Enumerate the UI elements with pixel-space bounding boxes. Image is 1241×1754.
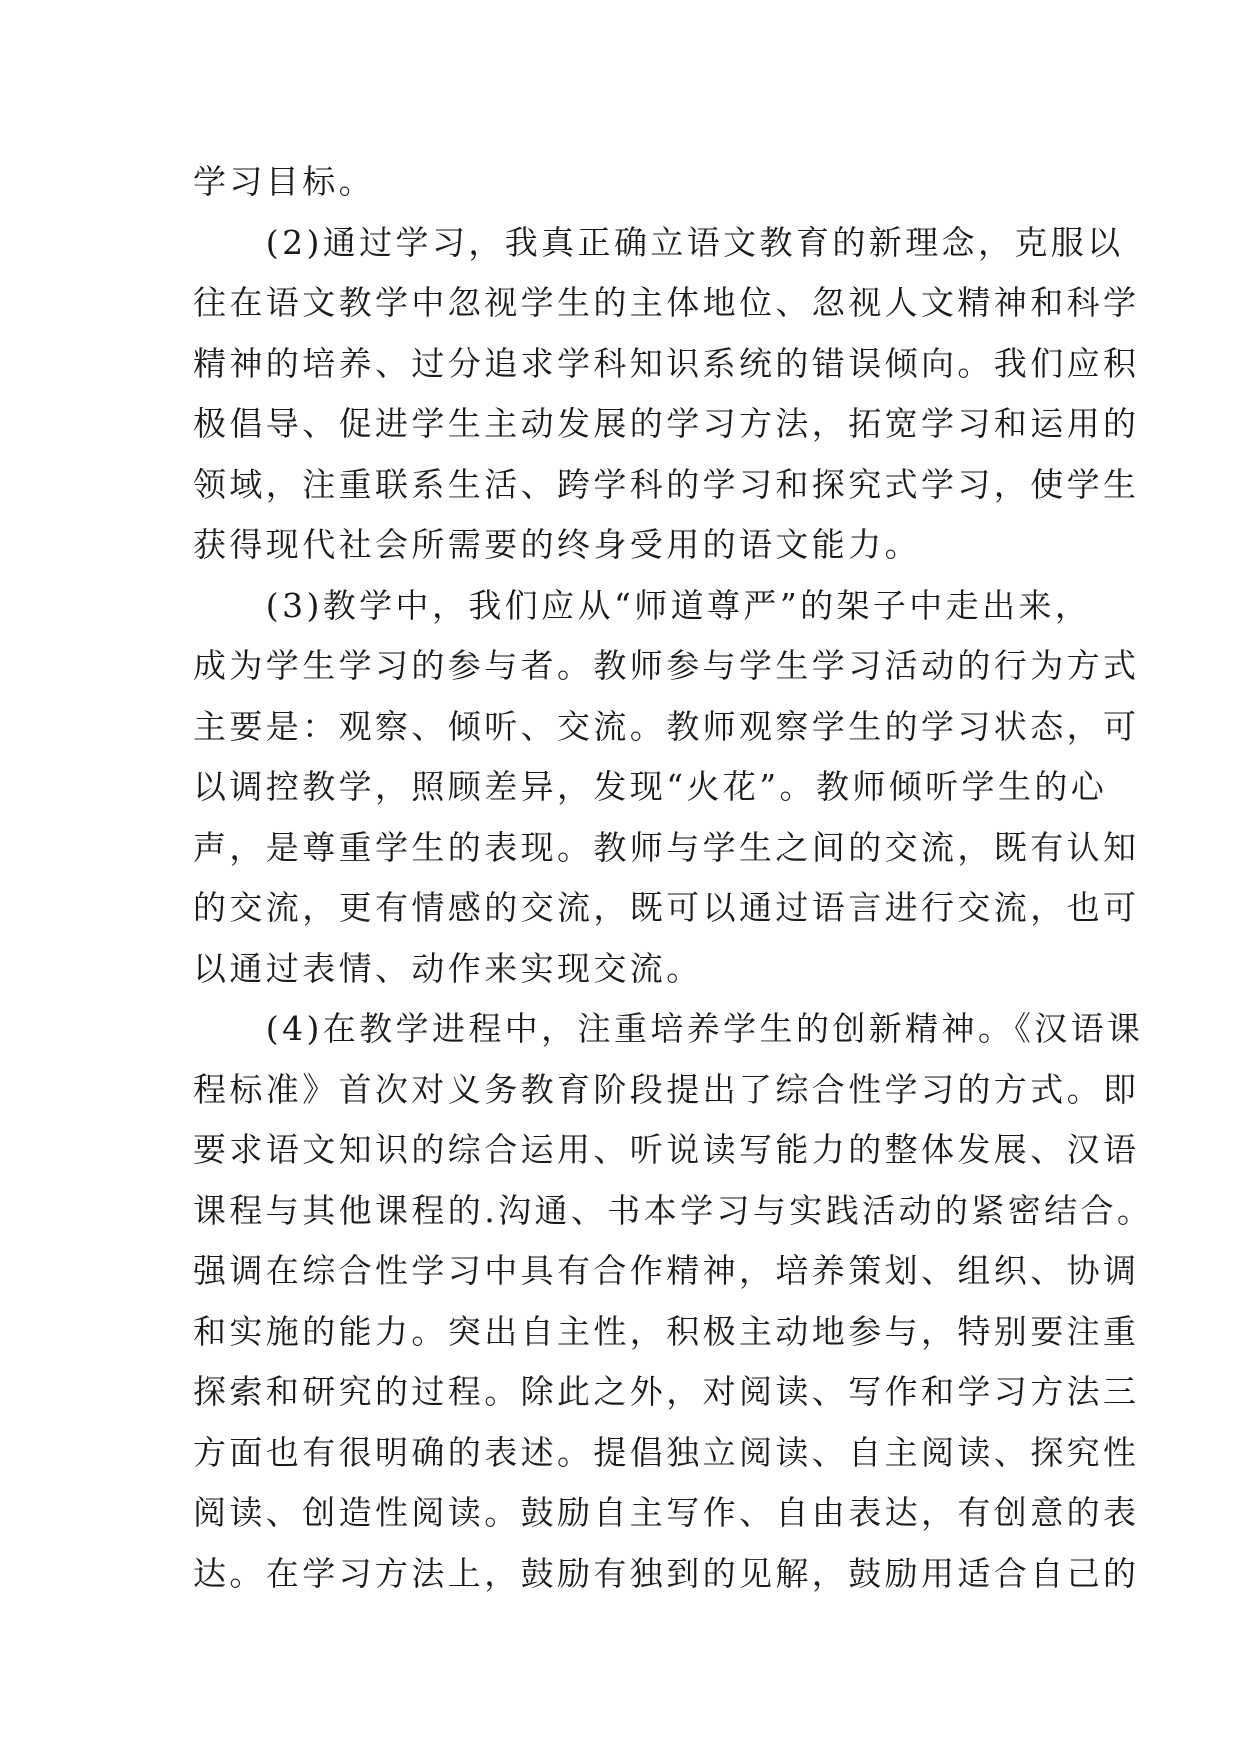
text-line: 学习目标。	[193, 162, 375, 201]
text-line: 阅读、创造性阅读。鼓励自主写作、自由表达，有创意的表	[193, 1493, 1140, 1532]
body-text	[193, 152, 1154, 1604]
text-line: 成为学生学习的参与者。教师参与学生学习活动的行为方式	[193, 646, 1140, 685]
text-line: 方面也有很明确的表述。提倡独立阅读、自主阅读、探究性	[193, 1432, 1140, 1472]
text-line: 以调控教学，照顾差异，发现“火花”。教师倾听学生的心	[193, 767, 1108, 806]
text-line: 达。在学习方法上，鼓励有独到的见解，鼓励用适合自己的	[193, 1553, 1140, 1593]
text-line: (3)教学中，我们应从“师道尊严”的架子中走出来，	[193, 585, 1092, 625]
text-line: 和实施的能力。突出自主性，积极主动地参与，特别要注重	[193, 1311, 1140, 1351]
text-line: 精神的培养、过分追求学科知识系统的错误倾向。我们应积	[193, 343, 1140, 383]
text-line: (2)通过学习，我真正确立语文教育的新理念，克服以	[193, 222, 1124, 262]
text-line: 极倡导、促进学生主动发展的学习方法，拓宽学习和运用的	[193, 404, 1140, 443]
text-line: 声，是尊重学生的表现。教师与学生之间的交流，既有认知	[193, 827, 1140, 867]
text-line: 获得现代社会所需要的终身受用的语文能力。	[193, 525, 921, 564]
text-line: 主要是：观察、倾听、交流。教师观察学生的学习状态，可	[193, 706, 1140, 746]
text-line: 往在语文教学中忽视学生的主体地位、忽视人文精神和科学	[193, 283, 1140, 322]
text-line: 探索和研究的过程。除此之外，对阅读、写作和学习方法三	[193, 1372, 1140, 1411]
text-line: 领域，注重联系生活、跨学科的学习和探究式学习，使学生	[193, 464, 1140, 504]
text-line: 课程与其他课程的.沟通、书本学习与实践活动的紧密结合。	[193, 1190, 1154, 1230]
text-line: 强调在综合性学习中具有合作精神，培养策划、组织、协调	[193, 1251, 1140, 1290]
text-line: 的交流，更有情感的交流，既可以通过语言进行交流，也可	[193, 888, 1140, 927]
text-line: (4)在教学进程中，注重培养学生的创新精神。《汉语课	[193, 1009, 1144, 1048]
text-line: 以通过表情、动作来实现交流。	[193, 948, 703, 988]
text-line: 要求语文知识的综合运用、听说读写能力的整体发展、汉语	[193, 1130, 1140, 1169]
text-line: 程标准》首次对义务教育阶段提出了综合性学习的方式。即	[193, 1069, 1140, 1109]
